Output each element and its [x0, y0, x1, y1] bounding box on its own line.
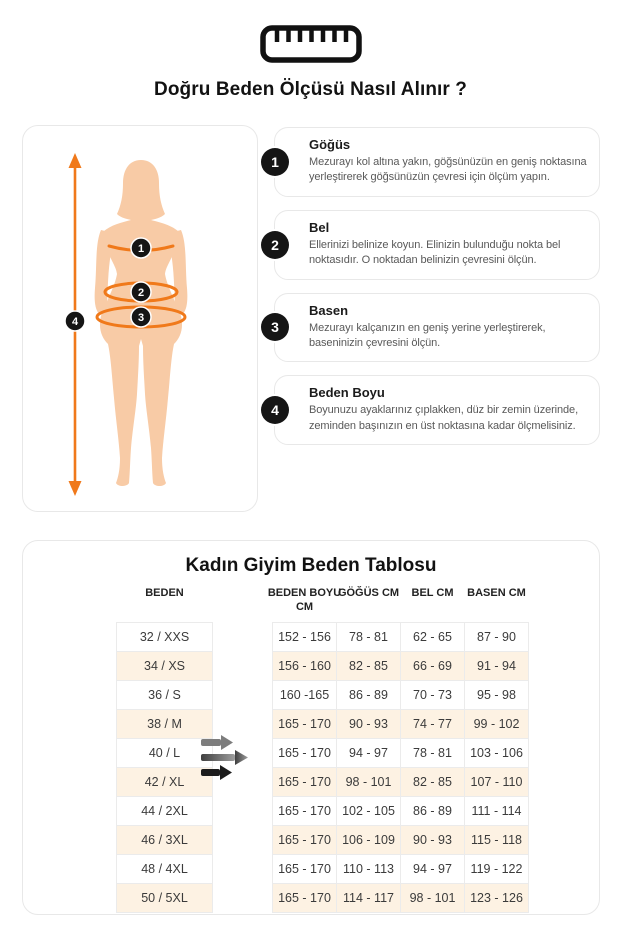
- hip-cell: 107 - 110: [465, 767, 529, 796]
- hip-cell: 91 - 94: [465, 651, 529, 680]
- size-cell: 42 / XL: [117, 767, 213, 796]
- instruction-text: Ellerinizi belinize koyun. Elinizin bulunduğu nokta bel noktasıdır. O noktadan belinizin çevresini ölçün.: [309, 238, 561, 267]
- hip-cell: 123 - 126: [465, 883, 529, 912]
- waist-cell: 98 - 101: [401, 883, 465, 912]
- instruction-title: Beden Boyu: [309, 385, 385, 401]
- waist-cell: 78 - 81: [401, 738, 465, 767]
- instruction-text: Boyunuzu ayaklarınız çıplakken, düz bir zemin üzerinde, zeminden başınızın en üst noktasına kadar ölçmelisiniz.: [309, 404, 579, 432]
- header-icon-wrap: [0, 24, 621, 69]
- pointer-arrow-middle: [201, 750, 248, 765]
- table-row: [117, 767, 529, 796]
- col-header-beden: BEDEN: [145, 587, 184, 599]
- table-row: [117, 738, 529, 767]
- hip-cell: 95 - 98: [465, 680, 529, 709]
- instruction-text: Mezurayı kol altına yakın, göğsünüzün en geniş noktasına yerleştirerek göğsünüzün çevresi için ölçüm yapın.: [309, 156, 587, 184]
- body-figure-card: [22, 125, 258, 512]
- size-cell: 44 / 2XL: [117, 796, 213, 825]
- table-row: [117, 883, 529, 912]
- hip-cell: 111 - 114: [465, 796, 529, 825]
- chest-cell: 106 - 109: [337, 825, 401, 854]
- header-spacer: [213, 587, 273, 622]
- table-row: [117, 825, 529, 854]
- figure-badge-1: [131, 238, 151, 258]
- table-row: [117, 680, 529, 709]
- instruction-card-gogus: [271, 127, 600, 197]
- page-title: Doğru Beden Ölçüsü Nasıl Alınır ?: [154, 79, 467, 100]
- size-table-title: Kadın Giyim Beden Tablosu: [185, 555, 437, 576]
- waist-cell: 70 - 73: [401, 680, 465, 709]
- instruction-text: Mezurayı kalçanızın en geniş yerine yerleştirerek, baseninizin çevresini ölçün.: [309, 321, 546, 349]
- svg-text:3: 3: [137, 312, 145, 324]
- instruction-list: [271, 127, 600, 458]
- instruction-badge-2: 2: [261, 231, 289, 259]
- height-cell: 165 - 170: [273, 767, 337, 796]
- instruction-card-beden-boyu: [271, 375, 600, 445]
- height-cell: 156 - 160: [273, 651, 337, 680]
- figure-badge-4: [65, 311, 85, 331]
- size-cell: 50 / 5XL: [117, 883, 213, 912]
- size-cell: 36 / S: [117, 680, 213, 709]
- table-row: [117, 622, 529, 651]
- pointer-arrow-bottom: [201, 765, 232, 780]
- size-cell: 46 / 3XL: [117, 825, 213, 854]
- height-cell: 152 - 156: [273, 622, 337, 651]
- waist-cell: 62 - 65: [401, 622, 465, 651]
- size-cell: 34 / XS: [117, 651, 213, 680]
- height-cell: 165 - 170: [273, 825, 337, 854]
- instruction-title: Göğüs: [309, 137, 351, 152]
- size-arrows-icon: [199, 733, 255, 785]
- instruction-title: Bel: [309, 219, 330, 235]
- size-table: [116, 587, 529, 913]
- col-header-gogus: GÖĞÜS CM: [337, 587, 400, 599]
- pointer-arrow-top: [201, 735, 233, 750]
- waist-cell: 66 - 69: [401, 651, 465, 680]
- waist-cell: 86 - 89: [401, 796, 465, 825]
- svg-text:1: 1: [137, 243, 145, 255]
- table-row: [117, 709, 529, 738]
- size-cell: 48 / 4XL: [117, 854, 213, 883]
- size-cell: 40 / L: [117, 738, 213, 767]
- size-table-header-row: [117, 587, 529, 622]
- chest-cell: 98 - 101: [337, 767, 401, 796]
- svg-text:2: 2: [137, 287, 145, 299]
- waist-cell: 94 - 97: [401, 854, 465, 883]
- chest-cell: 90 - 93: [337, 709, 401, 738]
- table-row: [117, 854, 529, 883]
- waist-cell: 90 - 93: [401, 825, 465, 854]
- size-table-card: [22, 540, 600, 915]
- chest-cell: 82 - 85: [337, 651, 401, 680]
- svg-text:4: 4: [71, 316, 79, 328]
- col-header-beden-boyu: BEDEN BOYU CM: [267, 587, 342, 613]
- chest-cell: 86 - 89: [337, 680, 401, 709]
- instruction-badge-1: 1: [261, 148, 289, 176]
- chest-cell: 102 - 105: [337, 796, 401, 825]
- instruction-badge-4: 4: [261, 396, 289, 424]
- instruction-title: Basen: [309, 302, 349, 318]
- height-cell: 165 - 170: [273, 883, 337, 912]
- height-cell: 160 -165: [273, 680, 337, 709]
- table-row: [117, 796, 529, 825]
- chest-cell: 78 - 81: [337, 622, 401, 651]
- height-cell: 165 - 170: [273, 709, 337, 738]
- size-cell: 32 / XXS: [117, 622, 213, 651]
- col-header-basen: BASEN CM: [467, 587, 526, 599]
- height-cell: 165 - 170: [273, 796, 337, 825]
- height-cell: 165 - 170: [273, 738, 337, 767]
- table-row: [117, 651, 529, 680]
- size-cell: 38 / M: [117, 709, 213, 738]
- col-header-bel: BEL CM: [411, 587, 454, 599]
- hip-cell: 87 - 90: [465, 622, 529, 651]
- chest-cell: 94 - 97: [337, 738, 401, 767]
- height-cell: 165 - 170: [273, 854, 337, 883]
- figure-badge-3: [131, 307, 151, 327]
- ruler-icon: [259, 24, 363, 64]
- waist-cell: 82 - 85: [401, 767, 465, 796]
- hip-cell: 103 - 106: [465, 738, 529, 767]
- waist-cell: 74 - 77: [401, 709, 465, 738]
- hip-cell: 115 - 118: [465, 825, 529, 854]
- instruction-card-basen: [271, 293, 600, 363]
- hip-cell: 99 - 102: [465, 709, 529, 738]
- instruction-card-bel: [271, 210, 600, 280]
- chest-cell: 110 - 113: [337, 854, 401, 883]
- chest-cell: 114 - 117: [337, 883, 401, 912]
- body-figure-illustration: [23, 126, 259, 513]
- hip-cell: 119 - 122: [465, 854, 529, 883]
- figure-badge-2: [131, 282, 151, 302]
- instruction-badge-3: 3: [261, 313, 289, 341]
